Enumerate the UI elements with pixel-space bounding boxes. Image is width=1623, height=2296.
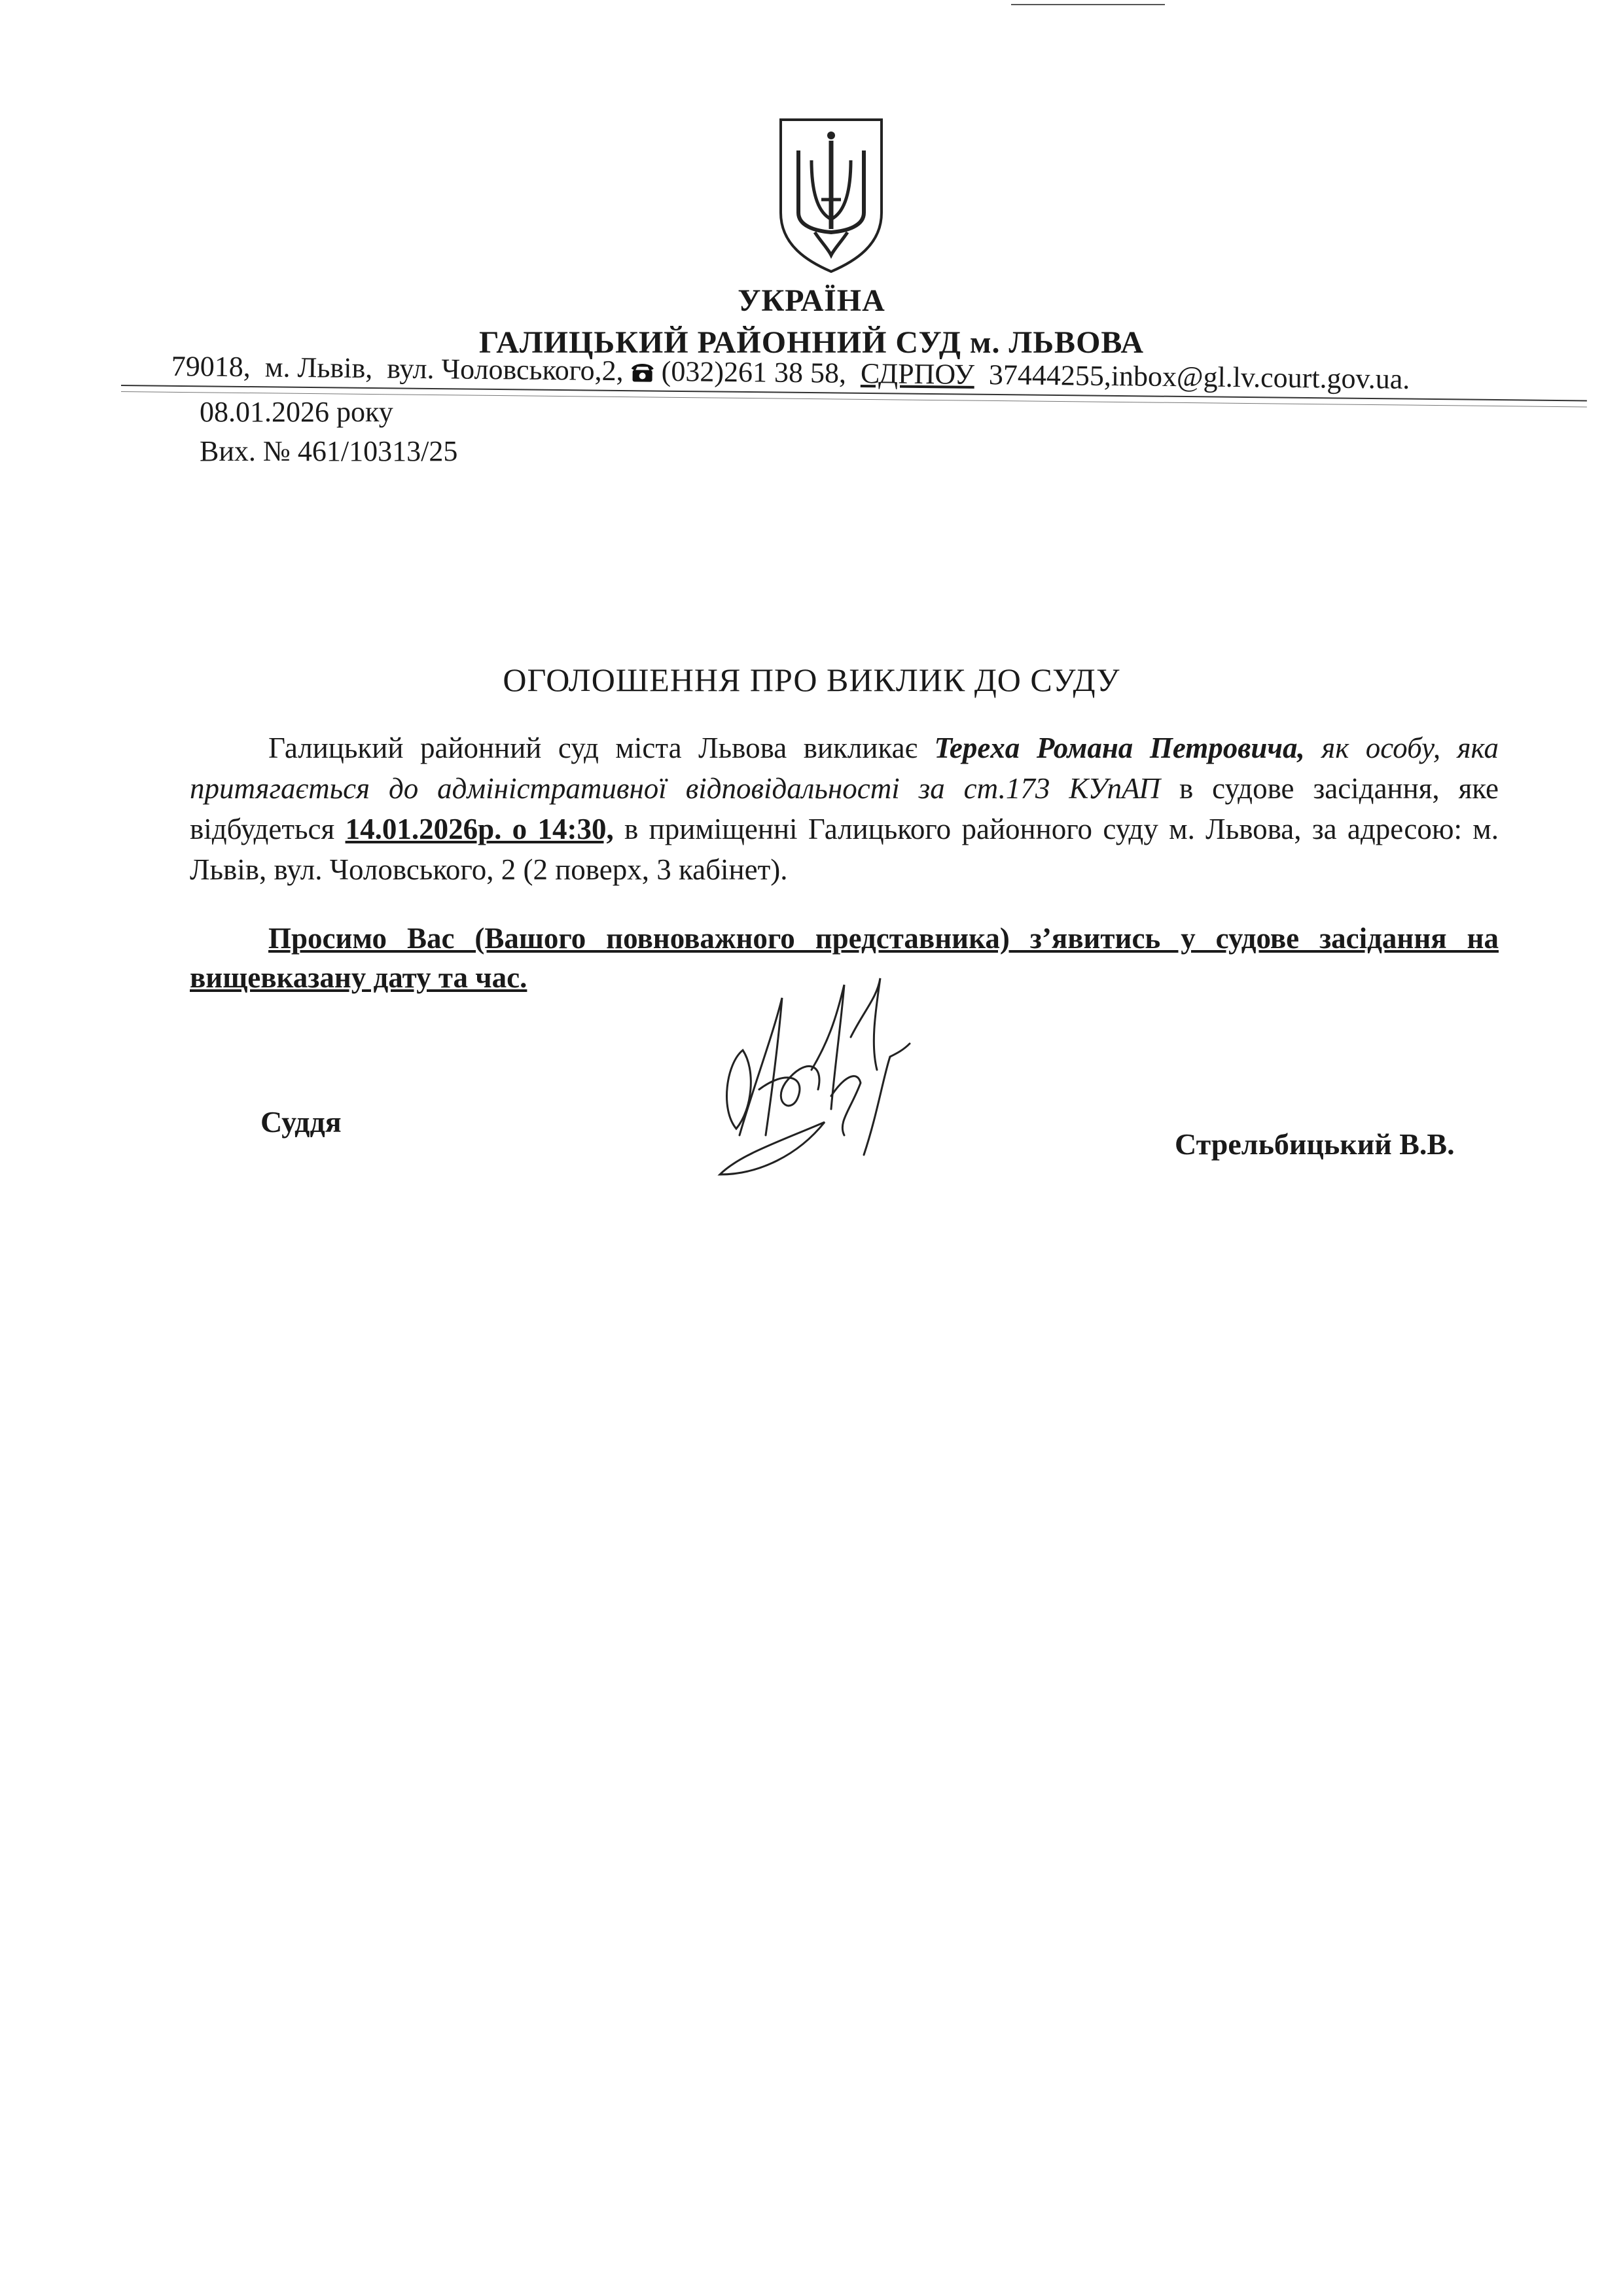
notice-text-1: Галицький районний суд міста Львова викликає <box>268 732 918 764</box>
court-name-heading: ГАЛИЦЬКИЙ РАЙОННИЙ СУД м. ЛЬВОВА <box>478 325 1145 360</box>
edrpou-and-email: 37444255,inbox@gl.lv.court.gov.ua. <box>988 359 1410 395</box>
court-address-line: 79018, м. Львів, вул. Чоловського,2, (032)261 38 58, СДРПОУ 37444255,inbox@gl.lv.court.gov.ua. <box>171 349 1410 395</box>
coat-of-arms-icon <box>776 115 887 275</box>
request-text: Просимо Вас (Вашого повноважного представника) з’явитись у судове засідання на вищевказану дату та час. <box>190 922 1499 994</box>
notice-title: ОГОЛОШЕННЯ ПРО ВИКЛИК ДО СУДУ <box>503 662 1120 698</box>
person-name: Tepexa Романа Петровича, <box>934 732 1305 764</box>
edrpou-label: СДРПОУ <box>860 357 975 391</box>
notice-text-3: в судове засідання, яке відбудеться <box>190 772 1499 845</box>
notice-body <box>190 728 1499 890</box>
phone-number: (032)261 38 58 <box>661 355 840 389</box>
judge-role: Суддя <box>260 1105 342 1139</box>
judge-name: Стрельбицький В.В. <box>1175 1127 1455 1161</box>
postal-code: 79018, <box>171 349 251 383</box>
city: м. Львів, <box>264 351 373 385</box>
handwritten-signature <box>681 959 929 1194</box>
notice-text-2: як особу, яка притягається до адміністративної відповідальності за ст.173 КУпАП <box>190 732 1499 805</box>
hearing-datetime: 14.01.2026р. о 14:30, <box>345 813 614 845</box>
scan-edge-line <box>1011 4 1165 5</box>
document-date: 08.01.2026 року <box>200 396 393 428</box>
telephone-icon <box>631 361 654 383</box>
country-heading: УКРАЇНА <box>738 283 885 318</box>
outgoing-number: Вих. № 461/10313/25 <box>200 435 458 467</box>
street: вул. Чоловського,2, <box>386 352 624 387</box>
notice-text-4: в приміщенні Галицького районного суду м. Львова, за адресою: м. Львів, вул. Чоловського, 2 (2 поверх, 3 кабінет). <box>190 813 1499 886</box>
